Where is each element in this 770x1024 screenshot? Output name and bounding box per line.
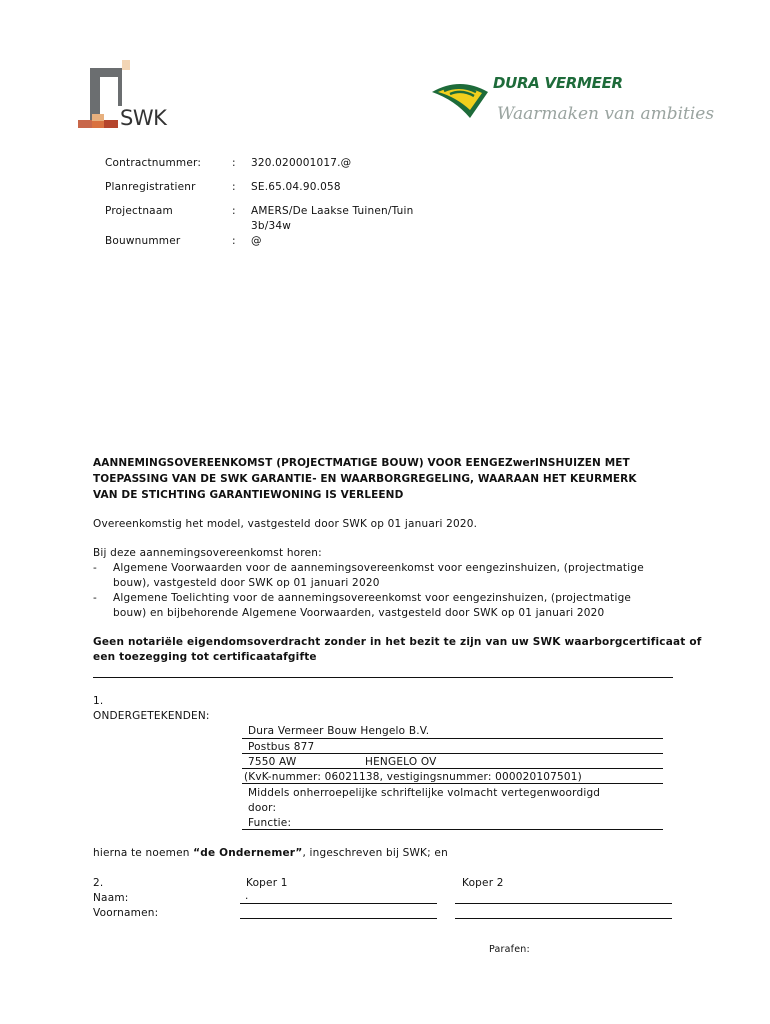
section-1-title: ONDERGETEKENDEN: bbox=[93, 710, 210, 722]
function-label: Functie: bbox=[248, 817, 292, 829]
hereinafter-text bbox=[93, 847, 448, 860]
heading-line-2: TOEPASSING VAN DE SWK GARANTIE- EN WAARBORGREGELING, WAARAAN HET KEURMERK bbox=[93, 473, 637, 485]
warning-line-1: Geen notariële eigendomsoverdracht zonder in het bezit te zijn van uw SWK waarborgcertificaat of bbox=[93, 636, 702, 648]
section-2-number: 2. bbox=[93, 877, 104, 889]
heading-line-3: VAN DE STICHTING GARANTIEWONING IS VERLEEND bbox=[93, 489, 404, 501]
warning-line-2: een toezegging tot certificaatafgifte bbox=[93, 651, 317, 663]
contract-number-value: 320.020001017.@ bbox=[251, 157, 352, 169]
entrepreneur-name: “de Ondernemer” bbox=[193, 847, 303, 859]
annex-item-1-line-2: bouw), vastgesteld door SWK op 01 januari 2020 bbox=[113, 577, 380, 589]
annex-dash-2: - bbox=[93, 592, 97, 604]
company-postbus: Postbus 877 bbox=[248, 741, 315, 753]
company-name: Dura Vermeer Bouw Hengelo B.V. bbox=[248, 725, 430, 737]
represented-by-line-1: Middels onherroepelijke schriftelijke volmacht vertegenwoordigd bbox=[248, 787, 601, 799]
function-underline bbox=[242, 829, 663, 830]
plan-registration-label: Planregistratienr bbox=[105, 181, 196, 193]
company-postcode: 7550 AW bbox=[248, 756, 297, 768]
represented-by-line-2: door: bbox=[248, 802, 277, 814]
project-name-value-line1: AMERS/De Laakse Tuinen/Tuin bbox=[251, 205, 414, 217]
annex-item-1-line-1: Algemene Voorwaarden voor de aannemingsovereenkomst voor eengezinshuizen, (projectmatige bbox=[113, 562, 644, 574]
plan-registration-sep: : bbox=[232, 181, 236, 193]
buyer-1-first-names-field[interactable] bbox=[240, 918, 437, 919]
swk-logo-text: SWK bbox=[120, 106, 167, 130]
buyer-1-name-field[interactable] bbox=[240, 903, 437, 904]
build-number-label: Bouwnummer bbox=[105, 235, 181, 247]
build-number-value: @ bbox=[251, 235, 262, 247]
heading-line-1: AANNEMINGSOVEREENKOMST (PROJECTMATIGE BOUW) VOOR EENGEZwerINSHUIZEN MET bbox=[93, 457, 630, 469]
hereinafter-suffix: , ingeschreven bij SWK; en bbox=[302, 847, 448, 859]
annex-intro: Bij deze aannemingsovereenkomst horen: bbox=[93, 547, 322, 559]
buyer-2-name-field[interactable] bbox=[455, 903, 672, 904]
build-number-sep: : bbox=[232, 235, 236, 247]
name-label: Naam: bbox=[93, 892, 129, 904]
project-name-sep: : bbox=[232, 205, 236, 217]
contract-number-sep: : bbox=[232, 157, 236, 169]
address-underline bbox=[242, 768, 663, 769]
dura-vermeer-name: DURA VERMEER bbox=[493, 74, 623, 92]
project-name-value-line2: 3b/34w bbox=[251, 220, 292, 232]
section-1-number: 1. bbox=[93, 695, 104, 707]
section-divider bbox=[93, 677, 673, 678]
project-name-label: Projectnaam bbox=[105, 205, 173, 217]
buyer-1-header: Koper 1 bbox=[246, 877, 288, 889]
annex-item-2-line-1: Algemene Toelichting voor de aannemingsovereenkomst voor eengezinshuizen, (projectmatige bbox=[113, 592, 632, 604]
first-names-label: Voornamen: bbox=[93, 907, 159, 919]
kvk-underline bbox=[242, 783, 663, 784]
intro-text: Overeenkomstig het model, vastgesteld door SWK op 01 januari 2020. bbox=[93, 518, 478, 530]
company-city: HENGELO OV bbox=[365, 756, 437, 768]
plan-registration-value: SE.65.04.90.058 bbox=[251, 181, 341, 193]
annex-dash-1: - bbox=[93, 562, 97, 574]
hereinafter-prefix: hierna te noemen bbox=[93, 847, 194, 859]
company-underline bbox=[242, 738, 663, 739]
contract-number-label: Contractnummer: bbox=[105, 157, 202, 169]
buyer-2-first-names-field[interactable] bbox=[455, 918, 672, 919]
postbus-underline bbox=[242, 753, 663, 754]
initials-label: Parafen: bbox=[489, 944, 530, 955]
buyer-2-header: Koper 2 bbox=[462, 877, 504, 889]
annex-item-2-line-2: bouw) en bijbehorende Algemene Voorwaarden, vastgesteld door SWK op 01 januari 2020 bbox=[113, 607, 605, 619]
dura-vermeer-slogan: Waarmaken van ambities bbox=[497, 104, 715, 124]
company-kvk: (KvK-nummer: 06021138, vestigingsnummer: 000020107501) bbox=[244, 771, 582, 783]
buyer-1-name-value[interactable]: . bbox=[245, 890, 249, 902]
